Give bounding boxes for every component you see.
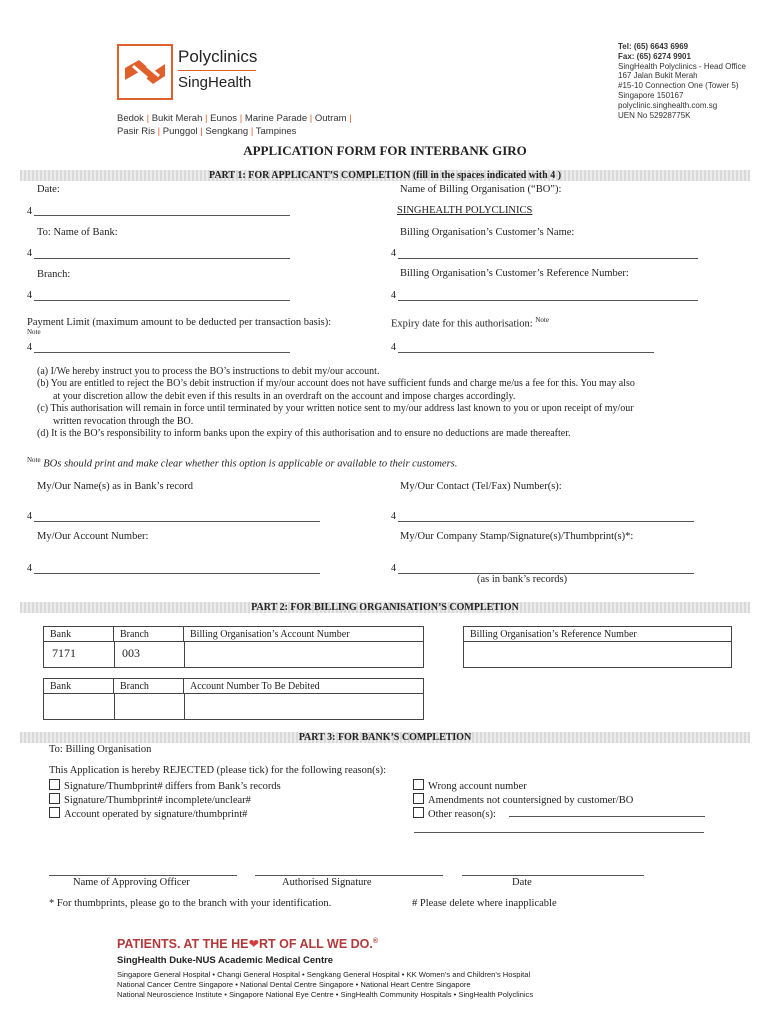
academic-centre: SingHealth Duke-NUS Academic Medical Centre (117, 955, 334, 966)
fill-marker: 4 (391, 248, 396, 259)
bo-reference-table (463, 626, 732, 668)
term-b: (b) You are entitled to reject the BO’s debit instruction if my/our account does not have sufficient funds and charge me/us a fee for this. You may also (37, 378, 635, 390)
branch-bedok: Bedok (117, 113, 144, 124)
branch-outram: Outram (314, 113, 347, 124)
delete-note: # Please delete where inapplicable (412, 898, 557, 909)
term-c: (c) This authorisation will remain in force until terminated by your written notice sent to my/our address last known to you or upon receipt of my/our (37, 403, 634, 415)
registered-mark: ® (372, 937, 379, 945)
branch-bukit-merah: Bukit Merah (151, 113, 203, 124)
checkbox[interactable] (413, 807, 424, 818)
branch-sengkang: Sengkang (205, 126, 249, 137)
checkbox[interactable] (49, 779, 60, 790)
footer-slogan (117, 936, 378, 951)
bo-note-text: BOs should print and make clear whether this option is applicable or available to their customers. (43, 458, 458, 470)
date-label: Date: (37, 184, 60, 195)
bo-value: SINGHEALTH POLYCLINICS (397, 205, 533, 216)
bo-note (27, 456, 457, 470)
officer-name-line[interactable] (49, 874, 237, 876)
fill-marker: 4 (27, 342, 32, 353)
col-debit-account: Account Number To Be Debited (184, 679, 423, 694)
cell-divider (184, 694, 185, 719)
contact-block (618, 42, 746, 120)
bo-account-table (43, 626, 424, 668)
authorisation-terms (37, 366, 747, 440)
col-reference: Billing Organisation’s Reference Number (464, 627, 731, 642)
term-b-cont: at your discretion allow the debit even if this results in an overdraft on the account and impose charges accordingly. (53, 390, 516, 402)
part3-heading: PART 3: FOR BANK’S COMPLETION (298, 732, 472, 743)
note-marker: Note (27, 328, 41, 336)
date-sign-label: Date (512, 877, 532, 888)
reason-label: Other reason(s): (428, 809, 496, 820)
col-branch: Branch (114, 627, 184, 642)
names-field[interactable] (34, 520, 320, 522)
branch-list: Bedok | Bukit Merah | Eunos | Marine Parade | Outram | Pasir Ris | Punggol | Sengkang | Tampines (117, 113, 352, 137)
note-marker: Note (27, 456, 41, 464)
part2-heading: PART 2: FOR BILLING ORGANISATION’S COMPLETION (251, 602, 519, 613)
website: polyclinic.singhealth.com.sg (618, 100, 718, 110)
signature-line[interactable] (255, 874, 443, 876)
fill-marker: 4 (391, 342, 396, 353)
bank-name-field[interactable] (34, 257, 290, 259)
reason-amendments[interactable] (413, 793, 633, 807)
reason-label: Signature/Thumbprint# differs from Bank’s records (64, 781, 281, 792)
debit-bank-field[interactable] (48, 698, 110, 716)
branch-label: Branch: (37, 269, 71, 280)
as-in-records: (as in bank’s records) (477, 574, 568, 585)
address-line: Singapore 150167 (618, 90, 684, 100)
cell-divider (114, 642, 115, 667)
checkbox[interactable] (413, 779, 424, 790)
expiry-label-text: Expiry date for this authorisation: (391, 318, 533, 330)
fill-marker: 4 (27, 511, 32, 522)
payment-limit-field[interactable] (34, 351, 290, 353)
fill-marker: 4 (391, 511, 396, 522)
address-line: SingHealth Polyclinics - Head Office (618, 61, 746, 71)
date-field[interactable] (34, 214, 290, 216)
col-bank: Bank (44, 627, 114, 642)
bank-code-value: 7171 (52, 646, 76, 660)
form-title: APPLICATION FORM FOR INTERBANK GIRO (243, 143, 527, 158)
term-d: (d) It is the BO’s responsibility to inform banks upon the expiry of this authorisation and to ensure no deductions are made thereafter. (37, 428, 571, 440)
approving-officer-label: Name of Approving Officer (73, 877, 190, 888)
slogan-part-b: RT OF ALL WE DO. (258, 937, 373, 951)
contact-label: My/Our Contact (Tel/Fax) Number(s): (400, 481, 562, 492)
reasons-left (49, 779, 281, 821)
address-line: #15-10 Connection One (Tower 5) (618, 81, 739, 91)
reason-account-operated[interactable] (49, 807, 281, 821)
checkbox[interactable] (49, 807, 60, 818)
checkbox[interactable] (413, 793, 424, 804)
reason-label: Wrong account number (428, 781, 527, 792)
fill-marker: 4 (27, 563, 32, 574)
reason-label: Amendments not countersigned by customer/BO (428, 795, 634, 806)
branch-punggol: Punggol (162, 126, 198, 137)
stamp-label: My/Our Company Stamp/Signature(s)/Thumbprint(s)*: (400, 531, 634, 542)
reason-wrong-account[interactable] (413, 779, 633, 793)
customer-ref-label: Billing Organisation’s Customer’s Reference Number: (400, 268, 629, 279)
hospital-line: Singapore General Hospital • Changi General Hospital • Sengkang General Hospital • KK Women’s and Children’s Hospital (117, 970, 531, 979)
cell-divider (114, 694, 115, 719)
hospital-line: National Cancer Centre Singapore • National Dental Centre Singapore • National Heart Centre Singapore (117, 980, 471, 990)
payment-limit-label: Payment Limit (maximum amount to be deducted per transaction basis): (27, 317, 332, 328)
rejected-text: This Application is hereby REJECTED (please tick) for the following reason(s): (49, 765, 387, 776)
fill-marker: 4 (27, 248, 32, 259)
col-branch: Branch (114, 679, 184, 694)
uen-number: UEN No 52928775K (618, 110, 691, 120)
brand-sub: SingHealth (178, 74, 252, 91)
account-label: My/Our Account Number: (37, 531, 149, 542)
cell-divider (184, 642, 185, 667)
bo-reference-field[interactable] (468, 646, 726, 664)
note-marker: Note (535, 316, 549, 324)
brand-name: Polyclinics (178, 47, 258, 66)
checkbox[interactable] (49, 793, 60, 804)
term-c-cont: written revocation through the BO. (53, 415, 194, 427)
branch-field[interactable] (34, 299, 290, 301)
heart-icon: ❤ (248, 937, 259, 951)
address-line: 167 Jalan Bukit Merah (618, 71, 698, 81)
debit-branch-field[interactable] (118, 698, 180, 716)
expiry-date-field[interactable] (398, 351, 654, 353)
contact-field[interactable] (398, 520, 694, 522)
logo-mark-icon (119, 46, 171, 98)
bank-label: To: Name of Bank: (37, 227, 118, 238)
col-bank: Bank (44, 679, 114, 694)
to-billing-org: To: Billing Organisation (49, 744, 152, 755)
bo-label: Name of Billing Organisation (“BO”): (400, 184, 562, 195)
customer-name-label: Billing Organisation’s Customer’s Name: (400, 227, 575, 238)
customer-name-field[interactable] (398, 257, 698, 259)
reason-other[interactable] (413, 807, 633, 821)
debit-account-field[interactable] (188, 698, 418, 716)
part1-heading: PART 1: FOR APPLICANT’S COMPLETION (fill in the spaces indicated with 4 ) (208, 170, 562, 181)
fax-number: Fax: (65) 6274 9901 (618, 51, 691, 61)
other-reason-field-2[interactable] (414, 831, 704, 833)
other-reason-field[interactable] (509, 815, 705, 817)
slogan-part-a: PATIENTS. AT THE HE (117, 937, 249, 951)
reason-label: Signature/Thumbprint# incomplete/unclear# (64, 795, 251, 806)
reason-signature-differs[interactable] (49, 779, 281, 793)
authorised-signature-label: Authorised Signature (282, 877, 372, 888)
fill-marker: 4 (391, 563, 396, 574)
expiry-label (391, 316, 549, 330)
brand-divider (178, 70, 256, 71)
fill-marker: 4 (27, 290, 32, 301)
account-number-field[interactable] (34, 572, 320, 574)
branch-pasir-ris: Pasir Ris (117, 126, 156, 137)
col-account: Billing Organisation’s Account Number (184, 627, 423, 642)
reason-label: Account operated by signature/thumbprint# (64, 809, 248, 820)
branch-code-value: 003 (122, 646, 140, 660)
tel-number: Tel: (65) 6643 6969 (618, 42, 689, 51)
debit-account-table (43, 678, 424, 720)
names-label: My/Our Name(s) as in Bank’s record (37, 481, 194, 492)
customer-ref-field[interactable] (398, 299, 698, 301)
branch-tampines: Tampines (255, 126, 297, 137)
fill-marker: 4 (27, 206, 32, 217)
polyclinics-logo (117, 44, 173, 100)
hospital-line: National Neuroscience Institute • Singapore National Eye Centre • SingHealth Community Hospitals • SingHealth Polyclinics (117, 990, 534, 1000)
term-a: (a) I/We hereby instruct you to process the BO’s instructions to debit my/our account. (37, 366, 380, 377)
thumbprint-note: * For thumbprints, please go to the branch with your identification. (49, 898, 332, 909)
fill-marker: 4 (391, 290, 396, 301)
reason-signature-incomplete[interactable] (49, 793, 281, 807)
date-line[interactable] (462, 874, 644, 876)
branch-eunos: Eunos (210, 113, 238, 124)
bo-account-number-field[interactable] (188, 646, 418, 664)
hospital-list (117, 970, 533, 1001)
branch-marine-parade: Marine Parade (244, 113, 308, 124)
